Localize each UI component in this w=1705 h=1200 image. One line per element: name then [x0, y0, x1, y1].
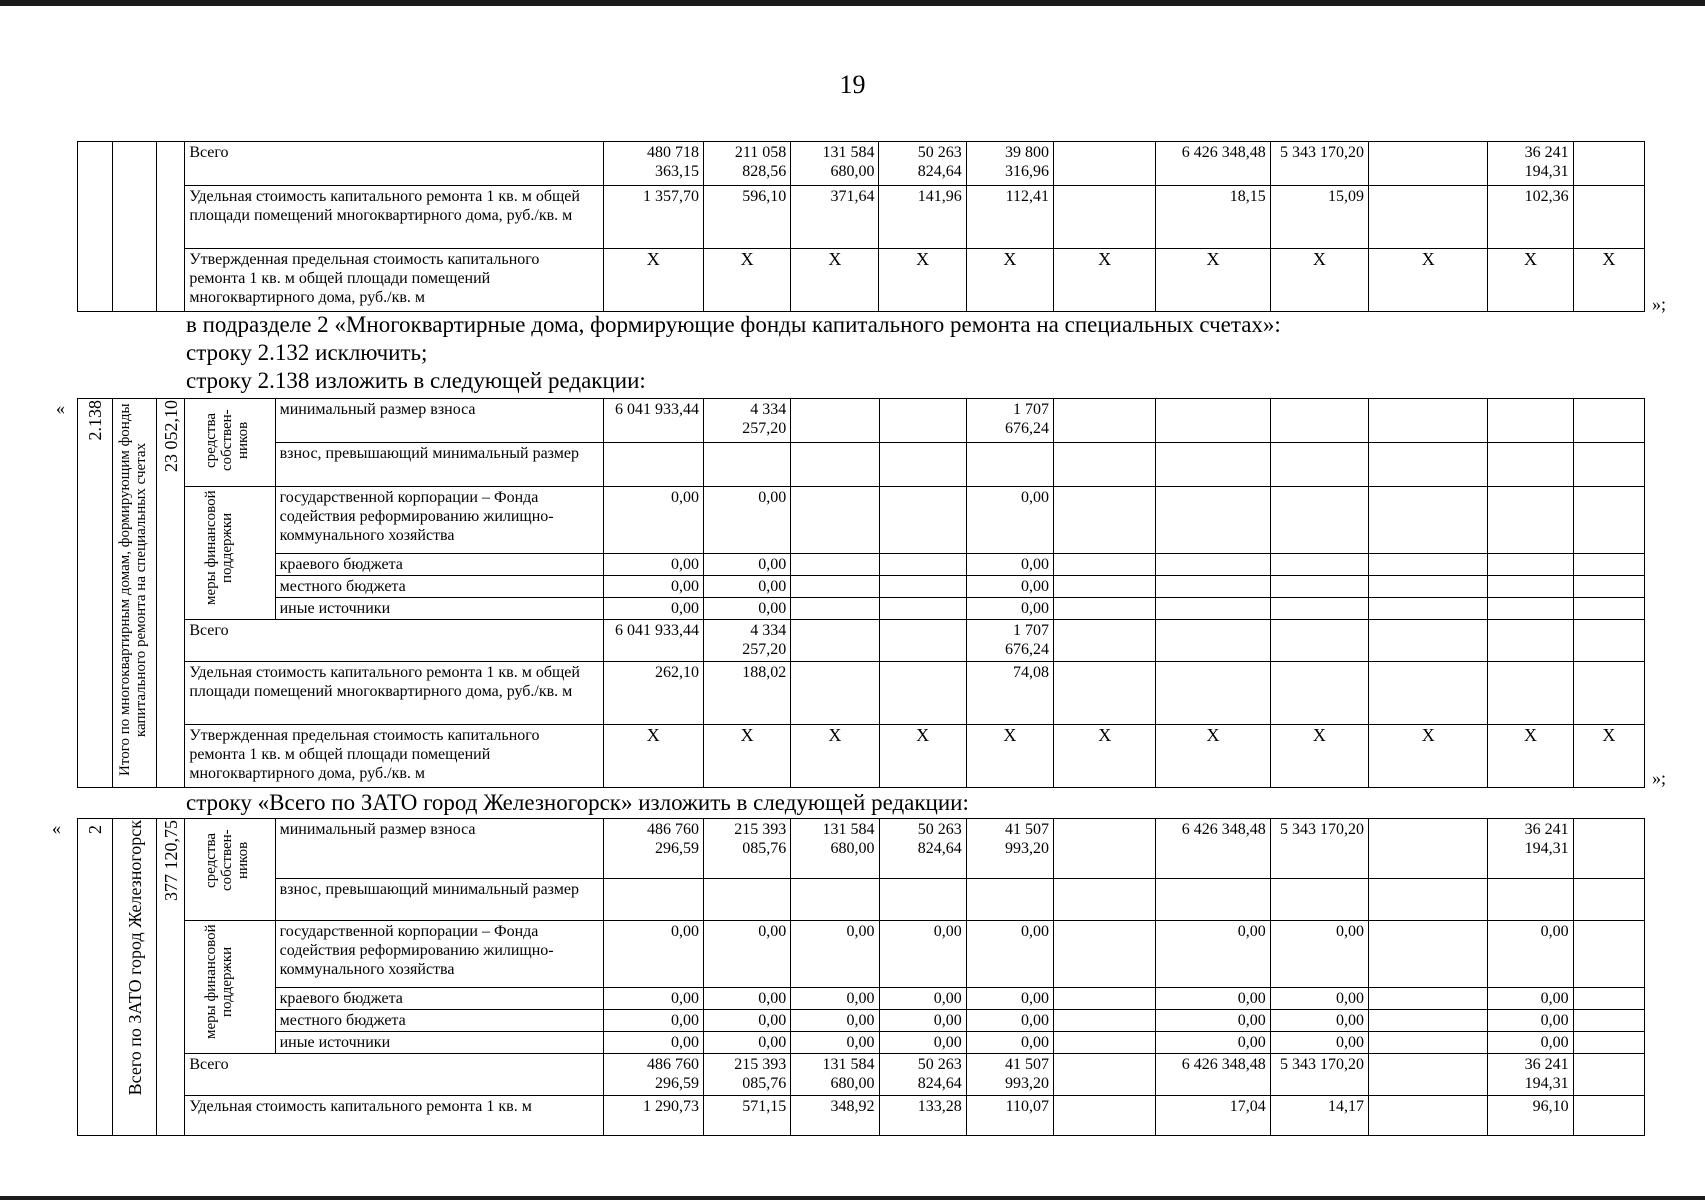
x-mark: X — [966, 249, 1053, 312]
x-mark: X — [1488, 249, 1573, 312]
value-cell: 1 290,73 — [603, 1096, 703, 1136]
value-cell: 6 041 933,44 — [603, 620, 703, 662]
value-cell: 14,17 — [1270, 1096, 1368, 1136]
value-cell — [1573, 988, 1644, 1010]
value-cell — [1573, 1010, 1644, 1032]
value-cell — [1573, 554, 1644, 576]
value-cell — [1488, 879, 1573, 921]
paragraph-exclude-row: строку 2.132 исключить; — [186, 340, 428, 365]
value-cell: 133,28 — [879, 1096, 966, 1136]
value-cell: 215 393 085,76 — [703, 1054, 790, 1096]
value-cell — [1156, 576, 1270, 598]
table-row — [78, 1032, 1645, 1054]
row-label-state-corp: государственной корпорации – Фонда содействия реформированию жилищно-коммунального хозяйства — [275, 921, 603, 988]
value-cell: 1 707 676,24 — [966, 620, 1053, 662]
value-cell: 41 507 993,20 — [966, 819, 1053, 879]
value-cell — [1369, 576, 1488, 598]
x-mark: X — [1156, 249, 1270, 312]
table-row — [78, 662, 1645, 725]
value-cell — [791, 576, 879, 598]
value-cell — [791, 443, 879, 487]
value-cell: 211 058 828,56 — [703, 142, 790, 186]
table-row — [78, 142, 1645, 186]
value-cell — [1054, 819, 1156, 879]
x-mark: X — [1488, 725, 1573, 788]
x-mark: X — [603, 725, 703, 788]
value-cell: 41 507 993,20 — [966, 1054, 1053, 1096]
row-label-regional-budget: краевого бюджета — [275, 988, 603, 1010]
value-cell — [1156, 554, 1270, 576]
paragraph-row-2138: строку 2.138 изложить в следующей редакции: — [186, 368, 646, 393]
row-name: Итого по многоквартирным домам, формирующим фонды капитального ремонта на специальных счетах — [113, 399, 157, 788]
value-cell — [791, 487, 879, 554]
value-cell: 480 718 363,15 — [603, 142, 703, 186]
table-row — [78, 1096, 1645, 1136]
value-cell: 6 426 348,48 — [1156, 819, 1270, 879]
value-cell — [1156, 598, 1270, 620]
value-cell: 0,00 — [1488, 988, 1573, 1010]
value-cell — [1488, 487, 1573, 554]
value-cell — [703, 443, 790, 487]
value-cell — [1270, 554, 1368, 576]
table-row — [78, 487, 1645, 554]
value-cell: 0,00 — [1156, 988, 1270, 1010]
value-cell: 36 241 194,31 — [1488, 819, 1573, 879]
value-cell: 0,00 — [1156, 1032, 1270, 1054]
x-mark: X — [879, 249, 966, 312]
value-cell: 0,00 — [791, 1010, 879, 1032]
value-cell — [1573, 819, 1644, 879]
value-cell: 0,00 — [703, 1032, 790, 1054]
value-cell — [1054, 598, 1156, 620]
value-cell — [1573, 443, 1644, 487]
value-cell — [1488, 399, 1573, 443]
x-mark: X — [966, 725, 1053, 788]
value-cell: 36 241 194,31 — [1488, 1054, 1573, 1096]
value-cell: 96,10 — [1488, 1096, 1573, 1136]
value-cell — [1488, 620, 1573, 662]
value-cell — [1369, 142, 1488, 186]
value-cell: 486 760 296,59 — [603, 819, 703, 879]
value-cell — [879, 662, 966, 725]
value-cell: 0,00 — [879, 1032, 966, 1054]
value-cell — [1156, 443, 1270, 487]
value-cell — [791, 620, 879, 662]
value-cell — [703, 879, 790, 921]
value-cell: 0,00 — [966, 988, 1053, 1010]
value-cell: 0,00 — [603, 1010, 703, 1032]
table-row — [78, 399, 1645, 443]
row-label-other-sources: иные источники — [275, 1032, 603, 1054]
value-cell — [879, 576, 966, 598]
value-cell — [1054, 576, 1156, 598]
value-cell: 0,00 — [966, 1010, 1053, 1032]
x-mark: X — [1369, 249, 1488, 312]
value-cell — [1369, 399, 1488, 443]
value-cell — [1369, 988, 1488, 1010]
value-cell: 0,00 — [703, 1010, 790, 1032]
value-cell — [1369, 1096, 1488, 1136]
x-mark: X — [703, 249, 790, 312]
table-row — [78, 443, 1645, 487]
value-cell — [1488, 554, 1573, 576]
value-cell — [1270, 443, 1368, 487]
table-row-2138 — [77, 398, 1645, 788]
value-cell: 0,00 — [603, 554, 703, 576]
value-cell — [1054, 399, 1156, 443]
value-cell — [1054, 1032, 1156, 1054]
row-number: 2 — [78, 819, 113, 1136]
value-cell: 15,09 — [1270, 186, 1368, 249]
row-label-unit-cost: Удельная стоимость капитального ремонта 1 кв. м общей площади помещений многоквартирного дома, руб./кв. м — [185, 662, 603, 725]
value-cell — [1054, 1010, 1156, 1032]
value-cell: 0,00 — [966, 487, 1053, 554]
value-cell — [1054, 487, 1156, 554]
table-row — [78, 879, 1645, 921]
opening-quote: « — [52, 818, 61, 838]
value-cell: 131 584 680,00 — [791, 142, 879, 186]
value-cell: 141,96 — [879, 186, 966, 249]
page-top-border — [0, 0, 1705, 6]
row-label-excess-contribution: взнос, превышающий минимальный размер — [275, 879, 603, 921]
value-cell — [879, 487, 966, 554]
value-cell — [1573, 879, 1644, 921]
value-cell — [1156, 662, 1270, 725]
value-cell: 0,00 — [966, 1032, 1053, 1054]
value-cell — [966, 879, 1053, 921]
row-label-approved-limit: Утвержденная предельная стоимость капитального ремонта 1 кв. м общей площади помещений многоквартирного дома, руб./кв. м — [185, 249, 603, 312]
row-label-approved-limit: Утвержденная предельная стоимость капитального ремонта 1 кв. м общей площади помещений многоквартирного дома, руб./кв. м — [185, 725, 603, 788]
value-cell: 5 343 170,20 — [1270, 819, 1368, 879]
value-cell: 0,00 — [703, 487, 790, 554]
table-row — [78, 186, 1645, 249]
row-label-other-sources: иные источники — [275, 598, 603, 620]
group-support-measures: меры финансовой поддержки — [185, 921, 275, 1054]
value-cell: 6 426 348,48 — [1156, 142, 1270, 186]
table-row — [78, 598, 1645, 620]
value-cell — [1369, 1010, 1488, 1032]
value-cell — [1054, 186, 1156, 249]
value-cell — [879, 598, 966, 620]
value-cell — [1573, 399, 1644, 443]
table-row — [78, 576, 1645, 598]
x-mark: X — [1156, 725, 1270, 788]
paragraph-subsection: в подразделе 2 «Многоквартирные дома, формирующие фонды капитального ремонта на специальных счетах»: — [186, 312, 1281, 337]
value-cell — [879, 879, 966, 921]
value-cell — [879, 554, 966, 576]
value-cell — [966, 443, 1053, 487]
value-cell — [1369, 879, 1488, 921]
row-number: 2.138 — [78, 399, 113, 788]
value-cell: 0,00 — [603, 988, 703, 1010]
row-label-state-corp: государственной корпорации – Фонда содействия реформированию жилищно-коммунального хозяйства — [275, 487, 603, 554]
x-mark: X — [791, 249, 879, 312]
value-cell — [1054, 443, 1156, 487]
value-cell — [1369, 487, 1488, 554]
value-cell: 50 263 824,64 — [879, 819, 966, 879]
value-cell — [791, 399, 879, 443]
value-cell: 0,00 — [1156, 1010, 1270, 1032]
value-cell: 0,00 — [703, 988, 790, 1010]
value-cell: 0,00 — [1270, 921, 1368, 988]
value-cell — [1156, 399, 1270, 443]
value-cell: 0,00 — [1156, 921, 1270, 988]
empty-cell — [113, 142, 157, 312]
row-label-excess-contribution: взнос, превышающий минимальный размер — [275, 443, 603, 487]
row-label-total: Всего — [185, 142, 603, 186]
value-cell — [879, 399, 966, 443]
value-cell: 4 334 257,20 — [703, 620, 790, 662]
group-owners-funds: средства собствен-ников — [185, 819, 275, 921]
value-cell — [791, 662, 879, 725]
value-cell: 0,00 — [966, 598, 1053, 620]
value-cell — [1270, 399, 1368, 443]
value-cell: 0,00 — [703, 576, 790, 598]
value-cell — [1054, 620, 1156, 662]
value-cell: 1 707 676,24 — [966, 399, 1053, 443]
row-area: 377 120,75 — [157, 819, 185, 1136]
table-row — [78, 620, 1645, 662]
table-continuation — [77, 141, 1645, 312]
table-row — [78, 249, 1645, 312]
value-cell: 18,15 — [1156, 186, 1270, 249]
value-cell: 0,00 — [966, 921, 1053, 988]
table-row — [78, 819, 1645, 879]
value-cell: 215 393 085,76 — [703, 819, 790, 879]
paragraph-total-row: строку «Всего по ЗАТО город Железногорск» изложить в следующей редакции: — [186, 790, 969, 815]
value-cell — [791, 879, 879, 921]
table-row — [78, 1054, 1645, 1096]
value-cell: 0,00 — [603, 576, 703, 598]
row-label-total: Всего — [185, 1054, 603, 1096]
value-cell: 0,00 — [1270, 988, 1368, 1010]
row-label-regional-budget: краевого бюджета — [275, 554, 603, 576]
value-cell: 371,64 — [791, 186, 879, 249]
value-cell — [1054, 1054, 1156, 1096]
row-label-unit-cost: Удельная стоимость капитального ремонта 1 кв. м общей площади помещений многоквартирного дома, руб./кв. м — [185, 186, 603, 249]
value-cell: 131 584 680,00 — [791, 1054, 879, 1096]
x-mark: X — [879, 725, 966, 788]
value-cell — [1369, 620, 1488, 662]
value-cell: 1 357,70 — [603, 186, 703, 249]
table-row — [78, 554, 1645, 576]
value-cell — [1270, 620, 1368, 662]
row-label-unit-cost: Удельная стоимость капитального ремонта 1 кв. м — [185, 1096, 603, 1136]
value-cell — [603, 879, 703, 921]
value-cell: 6 041 933,44 — [603, 399, 703, 443]
value-cell: 0,00 — [879, 921, 966, 988]
value-cell — [1156, 487, 1270, 554]
x-mark: X — [1573, 725, 1644, 788]
x-mark: X — [1270, 725, 1368, 788]
x-mark: X — [603, 249, 703, 312]
value-cell: 0,00 — [603, 1032, 703, 1054]
value-cell: 0,00 — [603, 921, 703, 988]
closing-quote: »; — [1652, 768, 1667, 788]
x-mark: X — [791, 725, 879, 788]
value-cell: 0,00 — [1488, 1010, 1573, 1032]
x-mark: X — [1573, 249, 1644, 312]
value-cell: 5 343 170,20 — [1270, 142, 1368, 186]
x-mark: X — [1369, 725, 1488, 788]
value-cell — [1369, 921, 1488, 988]
value-cell — [1573, 662, 1644, 725]
value-cell: 4 334 257,20 — [703, 399, 790, 443]
value-cell: 6 426 348,48 — [1156, 1054, 1270, 1096]
value-cell — [1054, 921, 1156, 988]
value-cell: 0,00 — [1270, 1010, 1368, 1032]
group-owners-funds: средства собствен-ников — [185, 399, 275, 487]
value-cell — [1054, 879, 1156, 921]
value-cell: 0,00 — [703, 598, 790, 620]
x-mark: X — [1270, 249, 1368, 312]
row-area: 23 052,10 — [157, 399, 185, 788]
page-bottom-border — [0, 1196, 1705, 1200]
table-row — [78, 725, 1645, 788]
value-cell — [1054, 1096, 1156, 1136]
empty-cell — [78, 142, 113, 312]
value-cell: 0,00 — [1488, 921, 1573, 988]
value-cell — [1054, 662, 1156, 725]
value-cell — [1270, 487, 1368, 554]
value-cell — [1270, 879, 1368, 921]
value-cell: 39 800 316,96 — [966, 142, 1053, 186]
value-cell — [1270, 662, 1368, 725]
table-row — [78, 921, 1645, 988]
value-cell — [1573, 186, 1644, 249]
value-cell: 0,00 — [703, 554, 790, 576]
x-mark: X — [703, 725, 790, 788]
value-cell — [1369, 1032, 1488, 1054]
value-cell: 0,00 — [791, 988, 879, 1010]
value-cell — [1156, 879, 1270, 921]
value-cell: 0,00 — [791, 921, 879, 988]
value-cell — [1573, 1032, 1644, 1054]
value-cell: 348,92 — [791, 1096, 879, 1136]
row-label-total: Всего — [185, 620, 603, 662]
value-cell: 36 241 194,31 — [1488, 142, 1573, 186]
empty-cell — [157, 142, 185, 312]
value-cell — [1488, 576, 1573, 598]
value-cell: 0,00 — [1270, 1032, 1368, 1054]
value-cell: 50 263 824,64 — [879, 142, 966, 186]
row-label-local-budget: местного бюджета — [275, 576, 603, 598]
value-cell — [1369, 819, 1488, 879]
value-cell — [1488, 598, 1573, 620]
value-cell — [1573, 1054, 1644, 1096]
row-label-min-contribution: минимальный размер взноса — [275, 399, 603, 443]
value-cell: 596,10 — [703, 186, 790, 249]
value-cell: 0,00 — [879, 988, 966, 1010]
value-cell: 262,10 — [603, 662, 703, 725]
value-cell: 112,41 — [966, 186, 1053, 249]
value-cell — [1573, 921, 1644, 988]
row-label-min-contribution: минимальный размер взноса — [275, 819, 603, 879]
value-cell: 0,00 — [791, 1032, 879, 1054]
value-cell: 0,00 — [1488, 1032, 1573, 1054]
value-cell — [1369, 186, 1488, 249]
value-cell: 486 760 296,59 — [603, 1054, 703, 1096]
value-cell: 5 343 170,20 — [1270, 1054, 1368, 1096]
closing-quote: »; — [1652, 294, 1667, 314]
value-cell: 110,07 — [966, 1096, 1053, 1136]
group-support-measures: меры финансовой поддержки — [185, 487, 275, 620]
value-cell: 0,00 — [603, 487, 703, 554]
value-cell — [1573, 1096, 1644, 1136]
value-cell — [1156, 620, 1270, 662]
table-row — [78, 988, 1645, 1010]
value-cell — [1573, 598, 1644, 620]
value-cell — [1369, 1054, 1488, 1096]
value-cell: 131 584 680,00 — [791, 819, 879, 879]
value-cell — [1369, 662, 1488, 725]
value-cell — [1369, 443, 1488, 487]
value-cell: 0,00 — [703, 921, 790, 988]
value-cell: 571,15 — [703, 1096, 790, 1136]
table-total-zato — [77, 818, 1645, 1136]
value-cell — [1270, 576, 1368, 598]
page-number: 19 — [839, 70, 866, 99]
value-cell — [791, 598, 879, 620]
value-cell: 0,00 — [879, 1010, 966, 1032]
table-row — [78, 1010, 1645, 1032]
value-cell — [1054, 988, 1156, 1010]
value-cell — [879, 620, 966, 662]
value-cell — [1573, 487, 1644, 554]
value-cell: 102,36 — [1488, 186, 1573, 249]
value-cell — [1270, 598, 1368, 620]
value-cell — [791, 554, 879, 576]
value-cell: 188,02 — [703, 662, 790, 725]
value-cell — [1573, 142, 1644, 186]
value-cell: 50 263 824,64 — [879, 1054, 966, 1096]
value-cell: 74,08 — [966, 662, 1053, 725]
row-name: Всего по ЗАТО город Железногорск — [113, 819, 157, 1136]
value-cell — [1054, 142, 1156, 186]
value-cell: 17,04 — [1156, 1096, 1270, 1136]
opening-quote: « — [56, 398, 65, 418]
value-cell — [603, 443, 703, 487]
value-cell — [1054, 554, 1156, 576]
value-cell — [1573, 620, 1644, 662]
value-cell — [1488, 662, 1573, 725]
row-label-local-budget: местного бюджета — [275, 1010, 603, 1032]
value-cell — [1369, 598, 1488, 620]
value-cell: 0,00 — [966, 576, 1053, 598]
value-cell: 0,00 — [603, 598, 703, 620]
x-mark: X — [1054, 725, 1156, 788]
value-cell — [1573, 576, 1644, 598]
x-mark: X — [1054, 249, 1156, 312]
value-cell — [1488, 443, 1573, 487]
value-cell — [1369, 554, 1488, 576]
value-cell: 0,00 — [966, 554, 1053, 576]
value-cell — [879, 443, 966, 487]
